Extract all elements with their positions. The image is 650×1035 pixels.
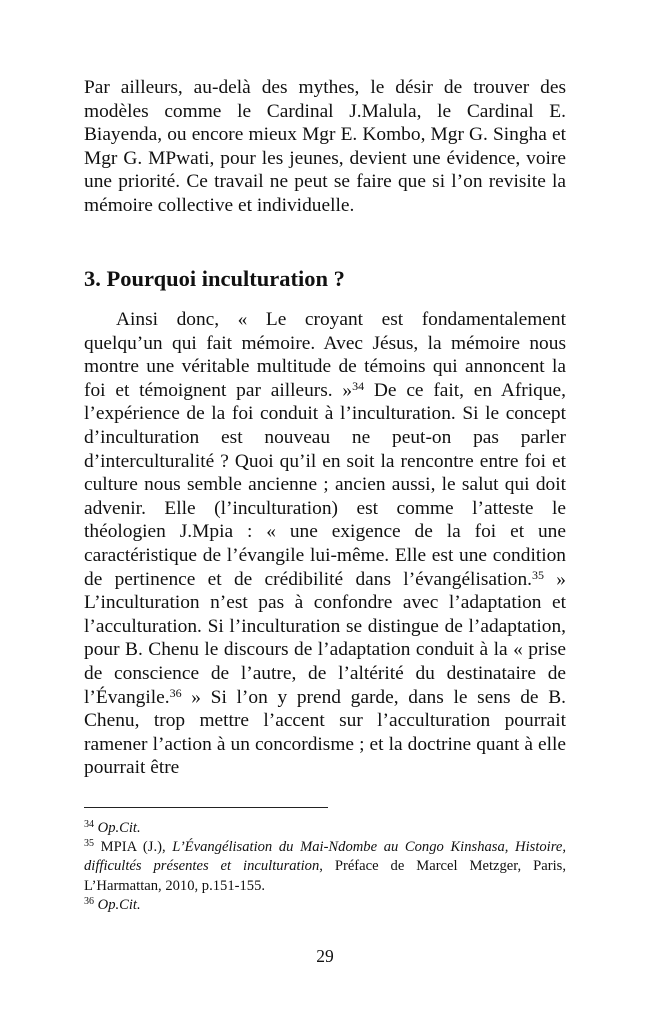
footnote-35 [84,838,566,896]
footnote-34 [84,819,566,838]
footnote-publication: , Préface de Marcel Metzger, Paris, L’Harmattan, 2010, p.151-155. [84,858,566,894]
section-heading: 3. Pourquoi inculturation ? [84,266,345,291]
footnote-number: 36 [84,895,94,907]
paragraph-text-4: » Si l’on y prend garde, dans le sens de B. Chenu, trop mettre l’accent sur l’acculturation pourrait ramener l’action à un concordisme ; et la doctrine quant à elle pourrait être [84,686,566,779]
paragraph-text-1: Ainsi donc, « Le croyant est fondamentalement quelqu’un qui fait mémoire. Avec Jésus, la mémoire nous montre une véritable multitude de témoins qui annoncent la foi et témoignent par ailleurs. » [84,309,566,401]
footnote-text: Op.Cit. [97,896,141,913]
paragraph-intro: Par ailleurs, au-delà des mythes, le désir de trouver des modèles comme le Cardinal J.Malula, le Cardinal E. Biayenda, ou encore mieux Mgr E. Kombo, Mgr G. Singha et Mgr G. MPwati, pour les jeunes, devient une évidence, voire une priorité. Ce travail ne peut se faire que si l’on revisite la mémoire collective et individuelle. [84,77,566,216]
footnote-separator [84,807,328,808]
footnotes [84,819,566,915]
footnote-book-title: L’Évangélisation du Mai-Ndombe au Congo Kinshasa, Histoire, difficultés présentes et inculturation [84,839,566,875]
footnote-number: 34 [84,819,94,830]
paragraph-text-2: De ce fait, en Afrique, l’expérience de la foi conduit à l’inculturation. Si le concept d’inculturation est nouveau ne peut-on pas parler d’interculturalité ? Quoi qu’il en soit la rencontre entre foi et culture nous semble ancienne ; ancien aussi, le salut qui doit advenir. Elle (l’inculturation) est comme l’atteste le théologien J.Mpia : « une exigence de la foi et une caractéristique de l’évangile lui-même. Elle est une condition de pertinence et de crédibilité dans l’évangélisation. [84,379,566,590]
footnote-ref-36[interactable]: 36 [169,685,182,700]
paragraph-text-3: » L’inculturation n’est pas à confondre avec l’adaptation et l’acculturation. Si l’inculturation se distingue de l’adaptation, pour B. Chenu le discours de l’adaptation conduit à la « prise de conscience de l’autre, de l’altérité du destinataire de l’Évangile. [84,568,566,708]
footnote-text: Op.Cit. [97,820,141,836]
footnote-36 [84,896,566,915]
footnote-ref-35[interactable]: 35 [532,567,544,582]
page-number: 29 [316,946,334,966]
paragraph-body [84,308,566,780]
footnote-ref-34[interactable]: 34 [352,378,365,393]
footnote-author: MPIA (J.), [100,839,173,856]
footnote-number: 35 [84,838,94,850]
